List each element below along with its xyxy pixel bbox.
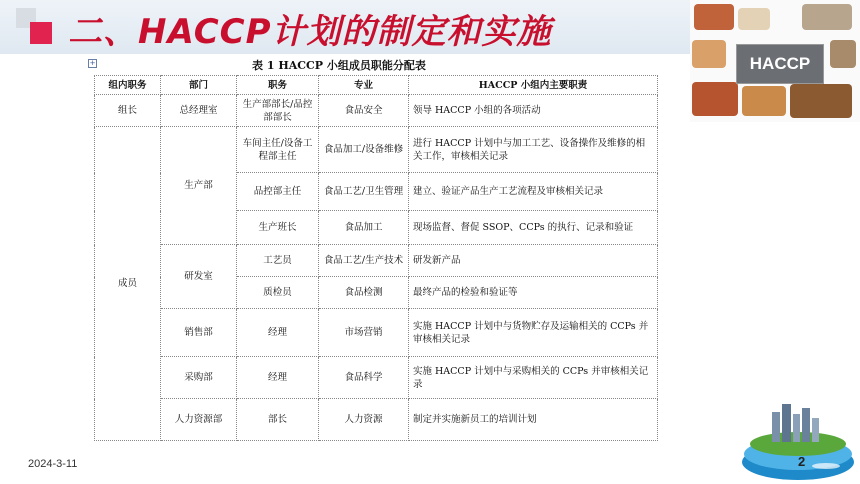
duty-cell: 进行 HACCP 计划中与加工工艺、设备操作及维修的相关工作，审核相关记录 xyxy=(409,127,658,173)
table-title: 表 1 HACCP 小组成员职能分配表 xyxy=(252,59,426,72)
duty-cell: 实施 HACCP 计划中与货物贮存及运输相关的 CCPs 并审核相关记录 xyxy=(409,309,658,357)
header-cell: 职务 xyxy=(237,76,319,95)
major-cell: 食品工艺/卫生管理 xyxy=(319,173,409,211)
haccp-logo: HACCP xyxy=(736,44,824,84)
duty-cell: 领导 HACCP 小组的各项活动 xyxy=(409,95,658,127)
major-cell: 食品安全 xyxy=(319,95,409,127)
header-cell: 专业 xyxy=(319,76,409,95)
header-cell: 部门 xyxy=(161,76,237,95)
duty-cell: 研发新产品 xyxy=(409,245,658,277)
major-cell: 人力资源 xyxy=(319,399,409,441)
dept-cell: 生产部 xyxy=(161,127,237,245)
dept-cell: 销售部 xyxy=(161,309,237,357)
table-row xyxy=(95,127,658,173)
position-cell: 质检员 xyxy=(237,277,319,309)
position-cell: 品控部主任 xyxy=(237,173,319,211)
position-cell: 经理 xyxy=(237,357,319,399)
position-cell: 部长 xyxy=(237,399,319,441)
dept-cell: 人力资源部 xyxy=(161,399,237,441)
position-cell: 经理 xyxy=(237,309,319,357)
major-cell: 市场营销 xyxy=(319,309,409,357)
header-cell: 组内职务 xyxy=(95,76,161,95)
position-cell: 生产班长 xyxy=(237,211,319,245)
duty-cell: 建立、验证产品生产工艺流程及审核相关记录 xyxy=(409,173,658,211)
table-row xyxy=(95,399,658,441)
table-row xyxy=(95,245,658,277)
decor-square-red xyxy=(30,22,52,44)
major-cell: 食品工艺/生产技术 xyxy=(319,245,409,277)
duty-cell: 最终产品的检验和验证等 xyxy=(409,277,658,309)
table-row xyxy=(95,357,658,399)
dept-cell: 总经理室 xyxy=(161,95,237,127)
duty-cell: 制定并实施新员工的培训计划 xyxy=(409,399,658,441)
table-anchor-icon: + xyxy=(89,59,96,67)
major-cell: 食品科学 xyxy=(319,357,409,399)
table-row xyxy=(95,309,658,357)
page-number: 2 xyxy=(798,454,806,469)
table-row xyxy=(95,95,658,127)
haccp-roles-table xyxy=(94,75,658,441)
city-globe-icon xyxy=(738,392,856,480)
major-cell: 食品检测 xyxy=(319,277,409,309)
duty-cell: 现场监督、督促 SSOP、CCPs 的执行、记录和验证 xyxy=(409,211,658,245)
major-cell: 食品加工 xyxy=(319,211,409,245)
header-cell: HACCP 小组内主要职责 xyxy=(409,76,658,95)
duty-cell: 实施 HACCP 计划中与采购相关的 CCPs 并审核相关记录 xyxy=(409,357,658,399)
dept-cell: 采购部 xyxy=(161,357,237,399)
footer-date: 2024-3-11 xyxy=(28,458,78,470)
position-cell: 车间主任/设备工程部主任 xyxy=(237,127,319,173)
role-cell: 组长 xyxy=(95,95,161,127)
slide-title: 二、HACCP计划的制定和实施 xyxy=(68,12,552,52)
position-cell: 工艺员 xyxy=(237,245,319,277)
position-cell: 生产部部长/品控部部长 xyxy=(237,95,319,127)
dept-cell: 研发室 xyxy=(161,245,237,309)
major-cell: 食品加工/设备维修 xyxy=(319,127,409,173)
role-cell: 成员 xyxy=(95,127,161,441)
document-scan xyxy=(82,55,672,445)
table-header-row xyxy=(95,76,658,95)
